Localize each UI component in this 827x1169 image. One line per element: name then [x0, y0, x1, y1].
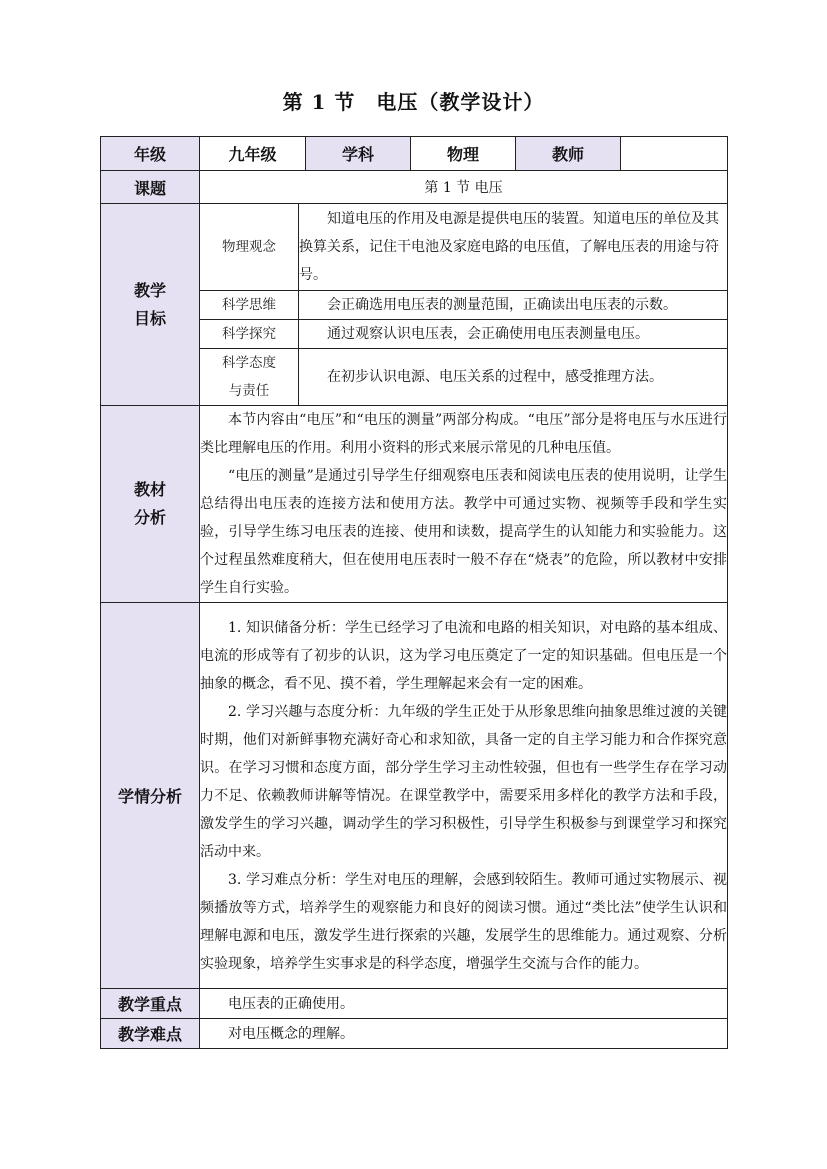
material-row [101, 406, 728, 603]
goals-label-line1: 教学 [133, 280, 166, 300]
goal-name: 科学探究 [200, 320, 299, 349]
topic-row [101, 171, 728, 204]
subject-value: 物理 [411, 137, 516, 171]
material-analysis [200, 406, 728, 603]
grade-label: 年级 [101, 137, 200, 171]
lesson-plan-table [100, 136, 728, 1049]
page-title: 第 1 节 电压（教学设计） [282, 90, 545, 114]
students-label: 学情分析 [101, 603, 200, 989]
topic-label: 课题 [101, 171, 200, 204]
material-paragraph: 本节内容由“电压”和“电压的测量”两部分构成。“电压”部分是将电压与水压进行类比理解电压的作用。利用小资料的形式来展示常见的几种电压值。 [200, 412, 728, 456]
subject-label: 学科 [306, 137, 411, 171]
goal-name-line2: 与责任 [228, 383, 270, 399]
teacher-value [621, 137, 728, 171]
goals-label [101, 204, 200, 406]
goal-name: 物理观念 [200, 204, 299, 291]
header-row [101, 137, 728, 171]
grade-value: 九年级 [200, 137, 306, 171]
goal-text: 通过观察认识电压表，会正确使用电压表测量电压。 [299, 320, 728, 349]
material-label-line1: 教材 [133, 480, 166, 499]
material-paragraph: “电压的测量”是通过引导学生仔细观察电压表和阅读电压表的使用说明，让学生总结得出电压表的连接方法和使用方法。教学中可通过实物、视频等手段和学生实验，引导学生练习电压表的连接、使用和读数，提高学生的认知能力和实验能力。这个过程虽然难度稍大，但在使用电压表时一般不存在“烧表”的危险，所以教材中安排学生自行实验。 [200, 468, 728, 596]
goals-label-line2: 目标 [133, 308, 166, 328]
goal-row [101, 204, 728, 291]
difficulty-row [101, 1019, 728, 1049]
goal-name [200, 349, 299, 406]
goal-text: 会正确选用电压表的测量范围，正确读出电压表的示数。 [299, 291, 728, 320]
students-paragraph: 2. 学习兴趣与态度分析：九年级的学生正处于从形象思维向抽象思维过渡的关键时期，他们对新鲜事物充满好奇心和求知欲，具备一定的自主学习能力和合作探究意识。在学习习惯和态度方面，部分学生学习主动性较强，但也有一些学生存在学习动力不足、依赖教师讲解等情况。在课堂教学中，需要采用多样化的教学方法和手段， 激发学生的学习兴趣，调动学生的学习积极性，引导学生积极参与到课堂学习和探究活动中来。 [200, 703, 728, 860]
difficulty-text: 对电压概念的理解。 [200, 1019, 728, 1049]
teacher-label: 教师 [516, 137, 621, 171]
material-label-line2: 分析 [133, 508, 166, 527]
goal-text: 知道电压的作用及电源是提供电压的装置。知道电压的单位及其换算关系，记住干电池及家庭电路的电压值，了解电压表的用途与符号。 [299, 204, 728, 291]
topic-value: 第 1 节 电压 [200, 171, 728, 204]
goal-name-line1: 科学态度 [222, 355, 276, 371]
difficulty-label: 教学难点 [101, 1019, 200, 1049]
key-point-text: 电压表的正确使用。 [200, 989, 728, 1019]
key-point-label: 教学重点 [101, 989, 200, 1019]
students-analysis [200, 603, 728, 989]
students-paragraph: 3. 学习难点分析：学生对电压的理解，会感到较陌生。教师可通过实物展示、视频播放等方式，培养学生的观察能力和良好的阅读习惯。通过“类比法”使学生认识和理解电源和电压，激发学生进行探索的兴趣，发展学生的思维能力。通过观察、分析实验现象，培养学生实事求是的科学态度，增强学生交流与合作的能力。 [200, 871, 728, 972]
goal-name: 科学思维 [200, 291, 299, 320]
students-paragraph: 1. 知识储备分析：学生已经学习了电流和电路的相关知识，对电路的基本组成、电流的形成等有了初步的认识，这为学习电压奠定了一定的知识基础。但电压是一个抽象的概念，看不见、摸不着，学生理解起来会有一定的困难。 [200, 619, 728, 692]
students-row [101, 603, 728, 989]
goal-text: 在初步认识电源、电压关系的过程中，感受推理方法。 [299, 349, 728, 406]
key-point-row [101, 989, 728, 1019]
material-label [101, 406, 200, 603]
